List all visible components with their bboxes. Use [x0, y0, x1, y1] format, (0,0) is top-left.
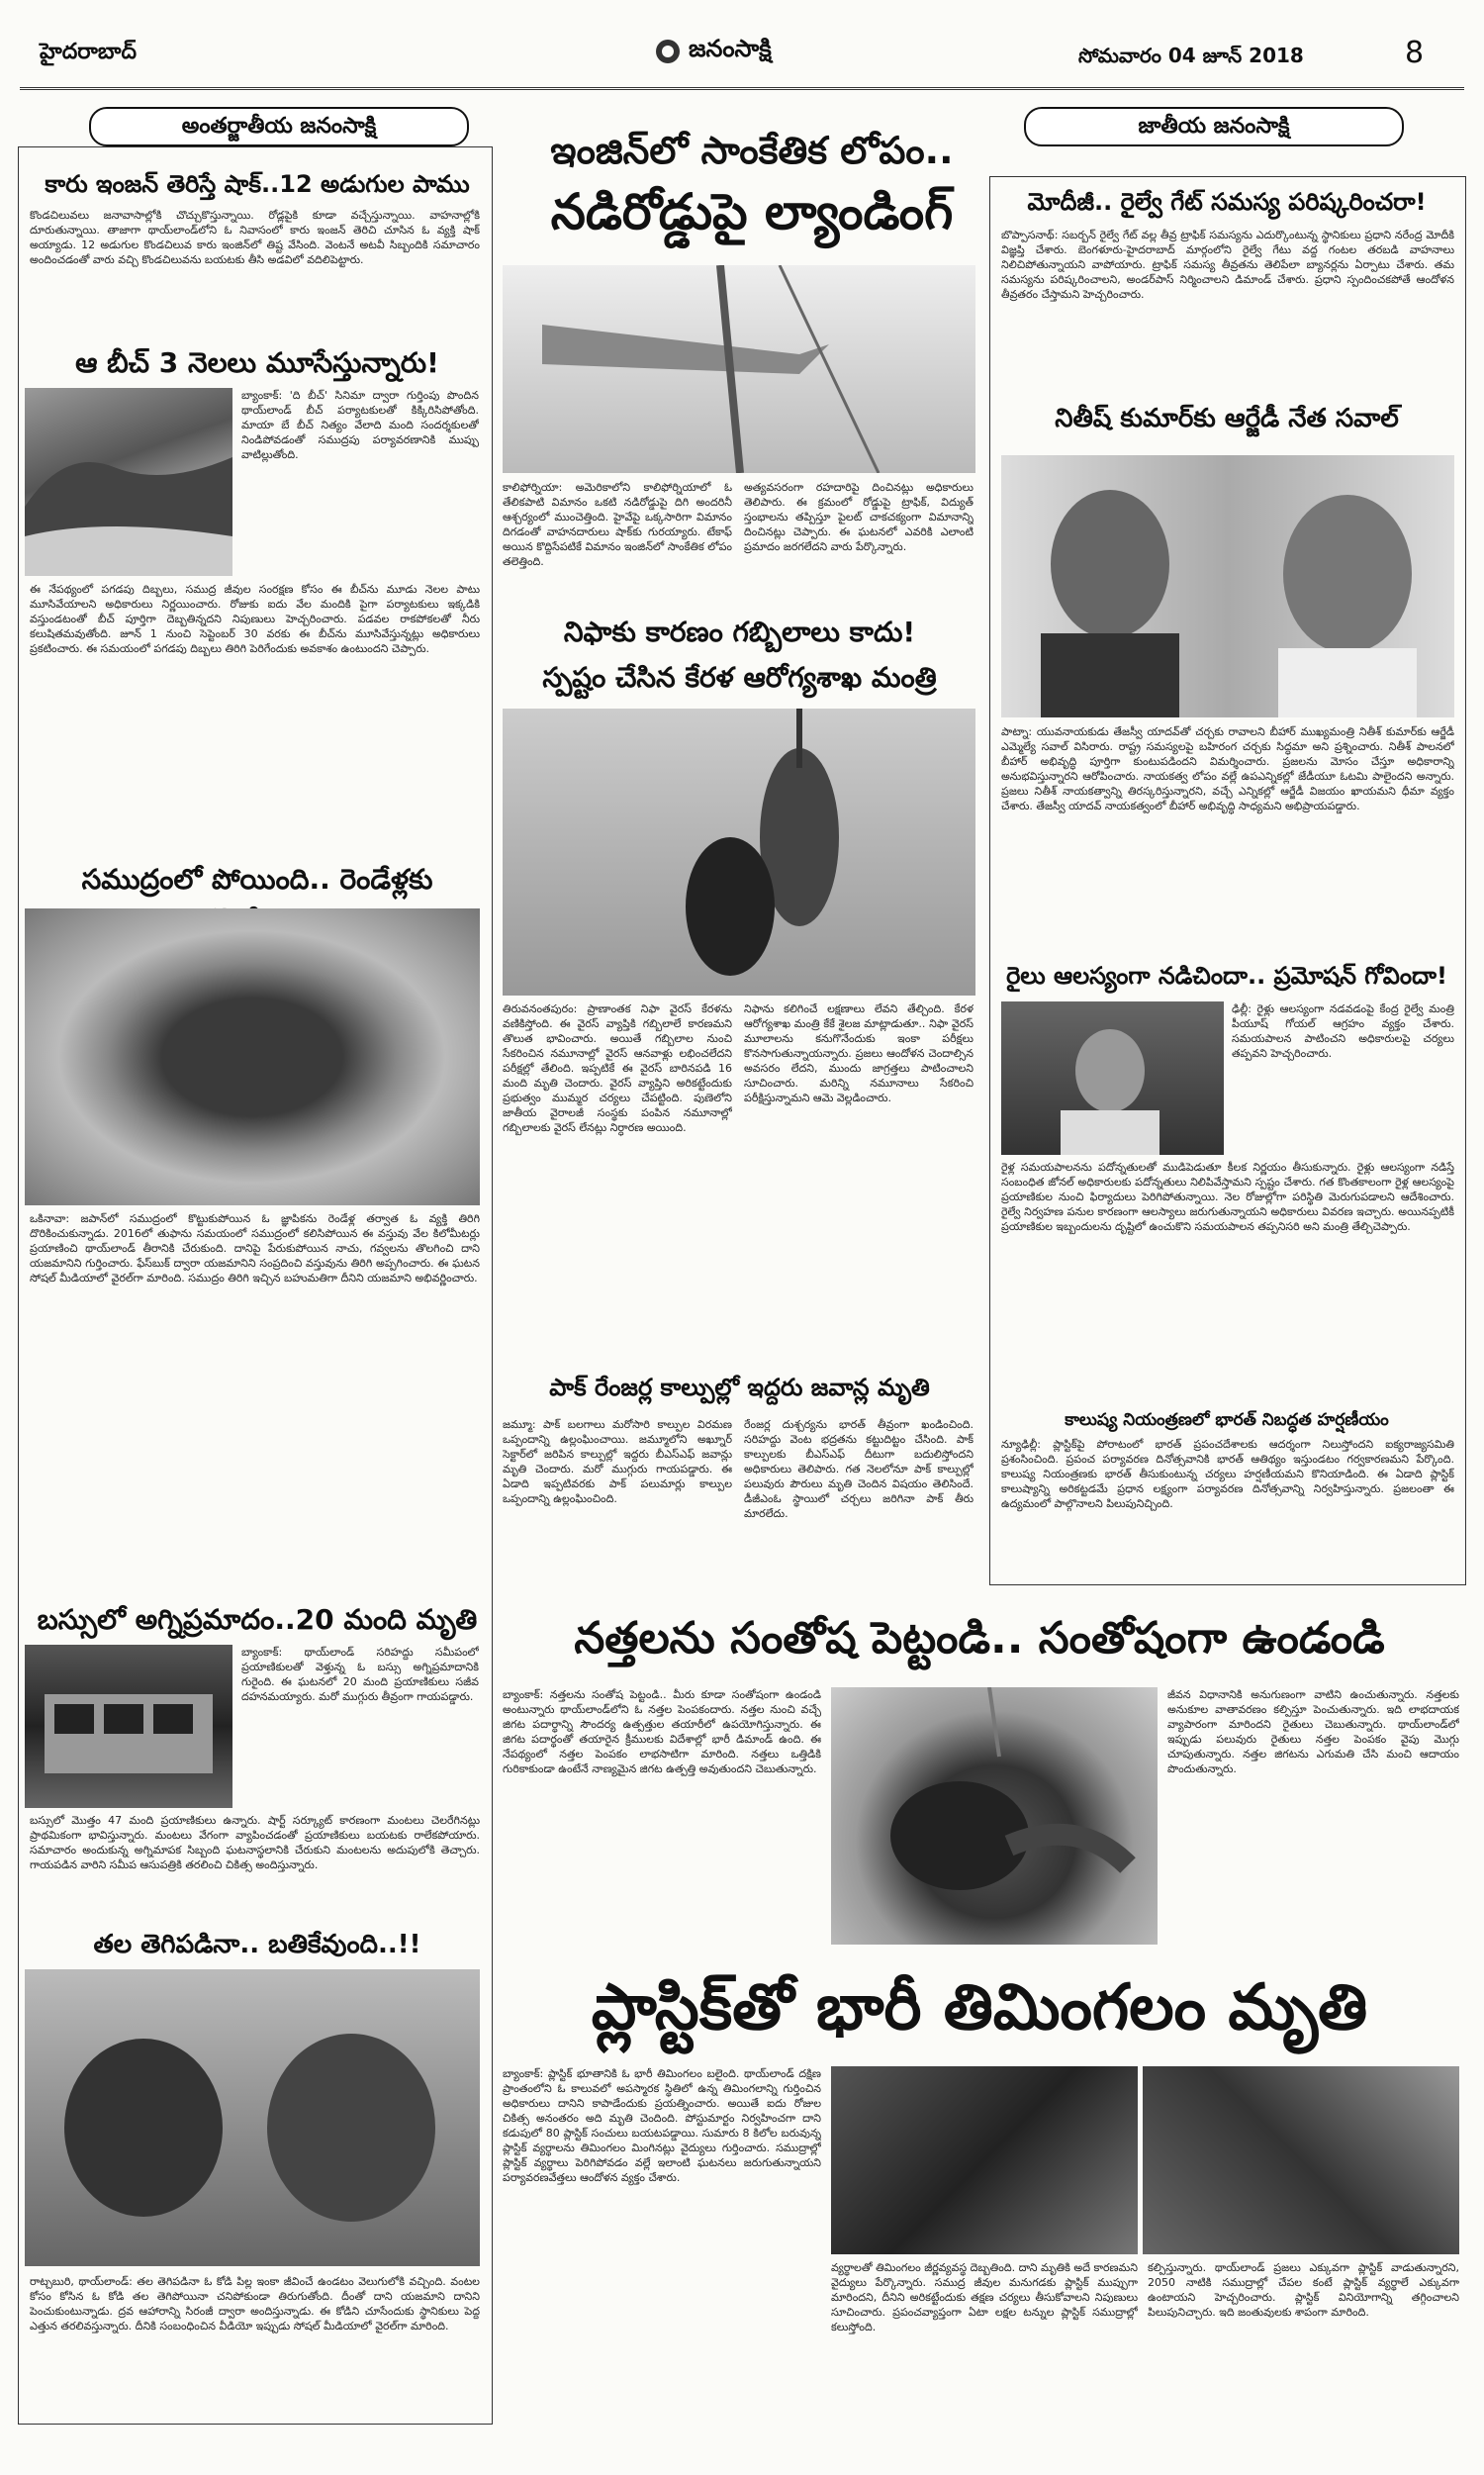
right-story3-headline: రైలు ఆలస్యంగా నడిచిందా.. ప్రమోషన్ గోవిందా!: [1006, 962, 1447, 990]
masthead-logo: [653, 32, 841, 71]
center-pak-headline: పాక్ రేంజర్ల కాల్పుల్లో ఇద్దరు జవాన్ల మృతి: [549, 1374, 930, 1401]
left-story1-body: కొండచిలువలు జనావాసాల్లోకి చొచ్చుకొస్తున్నాయి. రోడ్లపైకి కూడా వచ్చేస్తున్నాయి. వాహనాల్లోకి దూరుతున్నాయి. తాజాగా థాయ్‌లాండ్‌లోని ఓ నివాసంలో కారు ఇంజన్ తెరిచి చూసిన ఓ వ్యక్తి షాక్ అయ్యాడు. 12 అడుగుల కొండచిలువ కారు ఇంజిన్‌లో తిష్ట వేసింది. వెంటనే అటవీ సిబ్బందికి సమాచారం అందించడంతో వారు వచ్చి కొండచిలువను బయటకు తీసి అడవిలో వదిలిపెట్టారు.: [30, 209, 480, 266]
left-story4-bus-photo: [25, 1645, 232, 1808]
left-story5-headline: తల తెగిపడినా.. బతికేవుంది..!!: [93, 1930, 421, 1959]
center-snail-headline: నత్తలను సంతోష పెట్టండి.. సంతోషంగా ఉండండి: [574, 1613, 1385, 1664]
left-story3-body: ఒకినావా: జపాన్‌లో సముద్రంలో కొట్టుకుపోయిన ఓ జ్ఞాపికను రెండేళ్ల తర్వాత ఓ వ్యక్తి తిరిగి దొరికించుకున్నాడు. 2016లో తుఫాను సమయంలో సముద్రంలో కలిసిపోయిన ఈ వస్తువు వేల కిలోమీటర్లు ప్రయాణించి థాయ్‌లాండ్ తీరానికి చేరుకుంది. దానిపై పేరుకుపోయిన నాచు, గవ్వలను తొలగించి దాని యజమానిని గుర్తించారు. ఫేస్‌బుక్ ద్వారా యజమానిని సంప్రదించి వస్తువును తిరిగి అప్పగించారు. ఈ ఘటన సోషల్ మీడియాలో వైరల్‌గా మారింది. సముద్రం తిరిగి ఇచ్చిన బహుమతిగా దీనిని యజమాని అభివర్ణించారు.: [30, 1212, 480, 1285]
right-story4-headline: కాలుష్య నియంత్రణలో భారత్ నిబద్ధత హర్షణీయం: [1065, 1410, 1389, 1430]
center-whale-headline: ప్లాస్టిక్‌తో భారీ తిమింగలం మృతి: [591, 1971, 1368, 2045]
left-story2-headline: ఆ బీచ్ 3 నెలలు మూసేస్తున్నారు!: [75, 346, 439, 379]
right-story4-body: న్యూఢిల్లీ: ప్లాస్టిక్‌పై పోరాటంలో భారత్ ప్రపంచదేశాలకు ఆదర్శంగా నిలుస్తోందని ఐక్యరాజ్యసమితి ప్రశంసించింది. ప్రపంచ పర్యావరణ దినోత్సవానికి భారత్ ఆతిథ్యం ఇస్తుండటం గర్వకారణమని పేర్కొంది. కాలుష్య నియంత్రణకు భారత్ తీసుకుంటున్న చర్యలు హర్షణీయమని కొనియాడింది. ఈ ఏడాది ప్లాస్టిక్ కాలుష్యాన్ని అరికట్టడమే ప్రధాన లక్ష్యంగా పర్యావరణ దినోత్సవాన్ని నిర్వహిస్తున్నారు. ప్రజలంతా ఈ ఉద్యమంలో పాల్గొనాలని పిలుపునిచ్చింది.: [1001, 1438, 1454, 1510]
left-section-title: అంతర్జాతీయ జనంసాక్షి: [89, 107, 469, 146]
center-whale-body-col2: వ్యర్థాలతో తిమింగలం జీర్ణవ్యవస్థ దెబ్బతింది. దాని మృతికి అదే కారణమని వైద్యులు పేర్కొన్నారు. సముద్ర జీవుల మనుగడకు ప్లాస్టిక్ ముప్పుగా మారిందని, దీనిని అరికట్టేందుకు తక్షణ చర్యలు తీసుకోవాలని నిపుణులు సూచించారు. ప్రపంచవ్యాప్తంగా ఏటా లక్షల టన్నుల ప్లాస్టిక్ సముద్రాల్లో కలుస్తోంది.: [831, 2261, 1138, 2333]
left-story5-rooster-photo: [25, 1969, 480, 2266]
center-nipah-bat-photo: [503, 709, 975, 996]
center-lead-headline-2: నడిరోడ్డుపై ల్యాండింగ్: [550, 183, 954, 240]
center-nipah-headline-2: స్పష్టం చేసిన కేరళ ఆరోగ్యశాఖ మంత్రి: [542, 661, 937, 694]
left-story5-body: రాట్చబురి, థాయ్‌లాండ్: తల తెగిపడినా ఓ కోడి పిల్ల ఇంకా జీవించే ఉండటం వెలుగులోకి వచ్చింది. వంటల కోసం కోసిన ఓ కోడి తల తెగిపోయినా చనిపోకుండా తిరుగుతోంది. దీంతో దాని యజమాని దానిని పెంచుకుంటున్నాడు. ద్రవ ఆహారాన్ని సిరంజీ ద్వారా అందిస్తున్నాడు. ఈ కోడిని చూసేందుకు స్థానికులు పెద్ద ఎత్తున తరలివస్తున్నారు. దీనికి సంబంధించిన వీడియో ఇప్పుడు సోషల్ మీడియాలో వైరల్‌గా మారింది.: [30, 2275, 480, 2332]
center-whale-body-col1: బ్యాంకాక్: ప్లాస్టిక్ భూతానికి ఓ భారీ తిమింగలం బలైంది. థాయ్‌లాండ్ దక్షిణ ప్రాంతంలోని ఓ కాలువలో అపస్మారక స్థితిలో ఉన్న తిమింగలాన్ని గుర్తించిన అధికారులు దానిని కాపాడేందుకు ప్రయత్నించారు. అయితే ఐదు రోజుల చికిత్స అనంతరం అది మృతి చెందింది. పోస్టుమార్టం నిర్వహించగా దాని కడుపులో 80 ప్లాస్టిక్ సంచులు బయటపడ్డాయి. సుమారు 8 కిలోల బరువున్న ప్లాస్టిక్ వ్యర్థాలను తిమింగలం మింగినట్లు వైద్యులు గుర్తించారు. సముద్రాల్లో ప్లాస్టిక్ వ్యర్థాలు పెరిగిపోవడం వల్లే ఇలాంటి ఘటనలు జరుగుతున్నాయని పర్యావరణవేత్తలు ఆందోళన వ్యక్తం చేశారు.: [503, 2067, 821, 2184]
page-number: 8: [1405, 36, 1425, 70]
left-story3-headline: సముద్రంలో పోయింది.. రెండేళ్లకు: [81, 863, 433, 896]
left-story2-body-side: బ్యాంకాక్: 'ది బీచ్' సినిమా ద్వారా గుర్తింపు పొందిన థాయ్‌లాండ్ బీచ్ పర్యాటకులతో కిక్కిరిసిపోతోంది. మాయా బే బీచ్ నిత్యం వేలాది మంది సందర్శకులతో నిండిపోవడంతో సముద్రపు పర్యావరణానికి ముప్పు వాటిల్లుతోంది.: [241, 389, 479, 461]
right-story3-minister-photo: [1001, 1001, 1224, 1155]
masthead-city: హైదరాబాద్: [40, 40, 137, 64]
left-story4-headline: బస్సులో అగ్నిప్రమాదం..20 మంది మృతి: [37, 1603, 478, 1636]
left-story1-headline: కారు ఇంజన్ తెరిస్తే షాక్..12 అడుగుల పాము: [45, 170, 470, 198]
center-lead-plane-photo: [503, 265, 975, 473]
right-story2-body: పాట్నా: యువనాయకుడు తేజస్వీ యాదవ్‌తో చర్చకు రావాలని బీహార్ ముఖ్యమంత్రి నితీశ్ కుమార్‌కు ఆర్జేడీ ఎమ్మెల్యే సవాల్ విసిరారు. రాష్ట్ర సమస్యలపై బహిరంగ చర్చకు సిద్ధమా అని ప్రశ్నించారు. నితీశ్ పాలనలో బీహార్ అభివృద్ధి పూర్తిగా కుంటుపడిందని విమర్శించారు. ప్రజలను మోసం చేస్తూ అధికారాన్ని అనుభవిస్తున్నారని ఆరోపించారు. నాయకత్వ లోపం వల్లే ఉపఎన్నికల్లో జేడీయూ ఓటమి పాలైందని అన్నారు. ప్రజలు నితీశ్ నాయకత్వాన్ని తిరస్కరిస్తున్నారని, వచ్చే ఎన్నికల్లో ఆర్జేడీ విజయం ఖాయమని ధీమా వ్యక్తం చేశారు. తేజస్వీ యాదవ్ నాయకత్వంలో బీహార్ అభివృద్ధి సాధ్యమని అభిప్రాయపడ్డారు.: [1001, 725, 1454, 812]
logo-emblem-icon: [653, 37, 683, 66]
right-story2-politicians-photo: [1001, 455, 1454, 717]
center-pak-body-col1: జమ్మూ: పాక్ బలగాలు మరోసారి కాల్పుల విరమణ ఒప్పందాన్ని ఉల్లంఘించాయి. జమ్మూలోని అఖ్నూర్ సెక్టార్‌లో జరిపిన కాల్పుల్లో ఇద్దరు బీఎస్ఎఫ్ జవాన్లు మృతి చెందారు. మరో ముగ్గురు గాయపడ్డారు. ఈ ఏడాది ఇప్పటివరకు పాక్ పలుమార్లు కాల్పుల ఒప్పందాన్ని ఉల్లంఘించింది.: [503, 1418, 732, 1505]
center-pak-body-col2: రేంజర్ల దుశ్చర్యను భారత్ తీవ్రంగా ఖండించింది. సరిహద్దు వెంట భద్రతను కట్టుదిట్టం చేసింది. పాక్ కాల్పులకు బీఎస్ఎఫ్ దీటుగా బదులిస్తోందని అధికారులు తెలిపారు. గత నెలలోనూ పాక్ కాల్పుల్లో పలువురు పౌరులు మృతి చెందిన విషయం తెలిసిందే. డీజీఎంఓ స్థాయిలో చర్చలు జరిగినా పాక్ తీరు మారలేదు.: [744, 1418, 974, 1520]
right-story3-body-side: ఢిల్లీ: రైళ్లు ఆలస్యంగా నడవడంపై కేంద్ర రైల్వే మంత్రి పీయూష్ గోయల్ ఆగ్రహం వ్యక్తం చేశారు. సమయపాలన పాటించని అధికారులపై చర్యలు తప్పవని హెచ్చరించారు.: [1232, 1002, 1454, 1060]
right-story1-body: బొప్పాసనాథ్: సబర్బన్ రైల్వే గేట్ వల్ల తీవ్ర ట్రాఫిక్ సమస్యను ఎదుర్కొంటున్న స్థానికులు ప్రధాని నరేంద్ర మోదీకి విజ్ఞప్తి చేశారు. బెంగళూరు-హైదరాబాద్ మార్గంలోని రైల్వే గేటు వద్ద గంటల తరబడి వాహనాలు నిలిచిపోతున్నాయని వాపోయారు. ట్రాఫిక్ సమస్య తీవ్రతను తెలిపేలా బ్యానర్లను ఏర్పాటు చేశారు. తమ సమస్యను పరిష్కరించాలని, అండర్‌పాస్ నిర్మించాలని డిమాండ్ చేశారు. ప్రధాని స్పందించకపోతే ఆందోళన తీవ్రతరం చేస్తామని హెచ్చరించారు.: [1001, 229, 1454, 301]
right-story3-body: రైళ్ల సమయపాలనను పదోన్నతులతో ముడిపెడుతూ కీలక నిర్ణయం తీసుకున్నారు. రైళ్లు ఆలస్యంగా నడిస్తే సంబంధిత జోనల్ అధికారులకు పదోన్నతులు నిలిపివేస్తామని స్పష్టం చేశారు. గత కొంతకాలంగా రైళ్ల ఆలస్యంపై ప్రయాణికుల నుంచి ఫిర్యాదులు పెరిగిపోతున్నాయి. నెల రోజుల్లోగా పరిస్థితి మెరుగుపడాలని ఆదేశించారు. రైల్వే నిర్వహణ పనుల కారణంగా ఆలస్యాలు జరుగుతున్నాయని అధికారులు వివరణ ఇచ్చారు. అయినప్పటికీ ప్రయాణికుల ఇబ్బందులను దృష్టిలో ఉంచుకొని సమయపాలన తప్పనిసరి అని మంత్రి తేల్చిచెప్పారు.: [1001, 1161, 1454, 1233]
right-story2-headline: నితీష్ కుమార్‌కు ఆర్జేడీ నేత సవాల్: [1055, 404, 1399, 433]
center-nipah-body-col2: నిఫాను కలిగించే లక్షణాలు లేవని తేల్చింది. కేరళ ఆరోగ్యశాఖ మంత్రి కేకే శైలజ మాట్లాడుతూ.. నిఫా వైరస్ మూలాలను కనుగొనేందుకు ఇంకా పరీక్షలు కొనసాగుతున్నాయన్నారు. ప్రజలు ఆందోళన చెందాల్సిన అవసరం లేదని, ముందు జాగ్రత్తలు పాటించాలని సూచించారు. మరిన్ని నమూనాలు సేకరించి పరీక్షిస్తున్నామని ఆమె వెల్లడించారు.: [744, 1002, 974, 1104]
left-story4-body: బస్సులో మొత్తం 47 మంది ప్రయాణికులు ఉన్నారు. షార్ట్ సర్క్యూట్ కారణంగా మంటలు చెలరేగినట్లు ప్రాథమికంగా భావిస్తున్నారు. మంటలు వేగంగా వ్యాపించడంతో ప్రయాణికులు బయటకు రాలేకపోయారు. సమాచారం అందుకున్న అగ్నిమాపక సిబ్బంది ఘటనాస్థలానికి చేరుకుని మంటలను అదుపులోకి తెచ్చారు. గాయపడిన వారిని సమీప ఆసుపత్రికి తరలించి చికిత్స అందిస్తున్నారు.: [30, 1814, 480, 1871]
center-lead-body-col1: కాలిఫోర్నియా: అమెరికాలోని కాలిఫోర్నియాలో ఓ తేలికపాటి విమానం ఒకటి నడిరోడ్డుపై దిగి అందరినీ ఆశ్చర్యంలో ముంచెత్తింది. హైవేపై ఒక్కసారిగా విమానం దిగడంతో వాహనదారులు షాక్‌కు గురయ్యారు. టేకాఫ్ అయిన కొద్దిసేపటికే విమానం ఇంజిన్‌లో సాంకేతిక లోపం తలెత్తింది.: [503, 481, 732, 568]
left-story3-photo: [25, 908, 480, 1205]
left-story4-body-side: బ్యాంకాక్: థాయ్‌లాండ్ సరిహద్దు సమీపంలో ప్రయాణికులతో వెళ్తున్న ఓ బస్సు అగ్నిప్రమాదానికి గురైంది. ఈ ఘటనలో 20 మంది ప్రయాణికులు సజీవ దహనమయ్యారు. మరో ముగ్గురు తీవ్రంగా గాయపడ్డారు.: [241, 1646, 479, 1703]
left-story2-body: ఈ నేపథ్యంలో పగడపు దిబ్బలు, సముద్ర జీవుల సంరక్షణ కోసం ఈ బీచ్‌ను మూడు నెలల పాటు మూసివేయాలని అధికారులు నిర్ణయించారు. రోజుకు ఐదు వేల మందికి పైగా పర్యాటకులు ఇక్కడికి వస్తుండటంతో బీచ్ పూర్తిగా దెబ్బతిన్నదని నిపుణులు హెచ్చరించారు. పడవల రాకపోకలతో నీరు కలుషితమవుతోంది. జూన్ 1 నుంచి సెప్టెంబర్ 30 వరకు ఈ బీచ్‌ను మూసివేస్తున్నట్లు అధికారులు ప్రకటించారు. ఈ సమయంలో పగడపు దిబ్బలు తిరిగి పెరిగేందుకు అవకాశం ఉంటుందని చెప్పారు.: [30, 583, 480, 655]
right-section-title: జాతీయ జనంసాక్షి: [1024, 107, 1404, 146]
masthead-rule: [20, 87, 1464, 90]
left-story2-beach-photo: [25, 388, 232, 576]
center-whale-body-col3: కల్పిస్తున్నారు. థాయ్‌లాండ్ ప్రజలు ఎక్కువగా ప్లాస్టిక్ వాడుతున్నారని, 2050 నాటికి సముద్రాల్లో చేపల కంటే ప్లాస్టిక్ వ్యర్థాలే ఎక్కువగా ఉంటాయని హెచ్చరించారు. ప్లాస్టిక్ వినియోగాన్ని తగ్గించాలని పిలుపునిచ్చారు. ఇది జంతువులకు శాపంగా మారింది.: [1148, 2261, 1459, 2319]
masthead-date: సోమవారం 04 జూన్ 2018: [1078, 44, 1304, 67]
center-snail-body-col2: జీవన విధానానికి అనుగుణంగా వాటిని ఉంచుతున్నారు. నత్తలకు అనుకూల వాతావరణం కల్పిస్తూ పెంచుతున్నారు. ఇది లాభదాయక వ్యాపారంగా మారిందని రైతులు చెబుతున్నారు. థాయ్‌లాండ్‌లో ఇప్పుడు పలువురు రైతులు నత్తల పెంపకం వైపు మొగ్గు చూపుతున్నారు. నత్తల జిగటను ఎగుమతి చేసి మంచి ఆదాయం పొందుతున్నారు.: [1167, 1688, 1459, 1775]
center-whale-photo-1: [831, 2066, 1138, 2254]
center-nipah-body-col1: తిరువనంతపురం: ప్రాణాంతక నిఫా వైరస్ కేరళను వణికిస్తోంది. ఈ వైరస్ వ్యాప్తికి గబ్బిలాలే కారణమని తొలుత భావించారు. అయితే గబ్బిలాల నుంచి సేకరించిన నమూనాల్లో వైరస్ ఆనవాళ్లు లభించలేదని పరీక్షల్లో తేలింది. ఇప్పటికే ఈ వైరస్ బారినపడి 16 మంది మృతి చెందారు. వైరస్ వ్యాప్తిని అరికట్టేందుకు ప్రభుత్వం ముమ్మర చర్యలు చేపట్టింది. పుణెలోని జాతీయ వైరాలజీ సంస్థకు పంపిన నమూనాల్లో గబ్బిలాలకు వైరస్ లేనట్లు నిర్ధారణ అయింది.: [503, 1002, 732, 1134]
masthead-logo-text: జనంసాక్షి: [689, 35, 772, 62]
center-nipah-headline-1: నిఫాకు కారణం గబ్బిలాలు కాదు!: [563, 616, 916, 648]
center-snail-body-col1: బ్యాంకాక్: నత్తలను సంతోష పెట్టండి.. మీరు కూడా సంతోషంగా ఉండండి అంటున్నారు థాయ్‌లాండ్‌లోని ఓ నత్తల పెంపకందారు. నత్తల నుంచి వచ్చే జిగట పదార్థాన్ని సౌందర్య ఉత్పత్తుల తయారీలో ఉపయోగిస్తున్నారు. ఈ జిగట పదార్థంతో తయారైన క్రీములకు విదేశాల్లో భారీ డిమాండ్ ఉంది. ఈ నేపథ్యంలో నత్తల పెంపకం లాభసాటిగా మారింది. నత్తలు ఒత్తిడికి గురికాకుండా ఉంటేనే నాణ్యమైన జిగట ఉత్పత్తి అవుతుందని చెబుతున్నారు.: [503, 1688, 821, 1775]
center-snail-photo: [831, 1687, 1158, 1945]
center-lead-headline-1: ఇంజిన్‌లో సాంకేతిక లోపం..: [550, 129, 954, 172]
center-lead-body-col2: అత్యవసరంగా రహదారిపై దించినట్లు అధికారులు తెలిపారు. ఈ క్రమంలో రోడ్డుపై ట్రాఫిక్, విద్యుత్ స్తంభాలను తప్పిస్తూ పైలట్ చాకచక్యంగా విమానాన్ని దించినట్లు చెప్పారు. ఈ ఘటనలో ఎవరికి ఎలాంటి ప్రమాదం జరగలేదని వారు పేర్కొన్నారు.: [744, 481, 974, 553]
right-story1-headline: మోదీజీ.. రైల్వే గేట్ సమస్య పరిష్కరించరా!: [1027, 188, 1427, 216]
center-whale-photo-2: [1143, 2066, 1459, 2254]
